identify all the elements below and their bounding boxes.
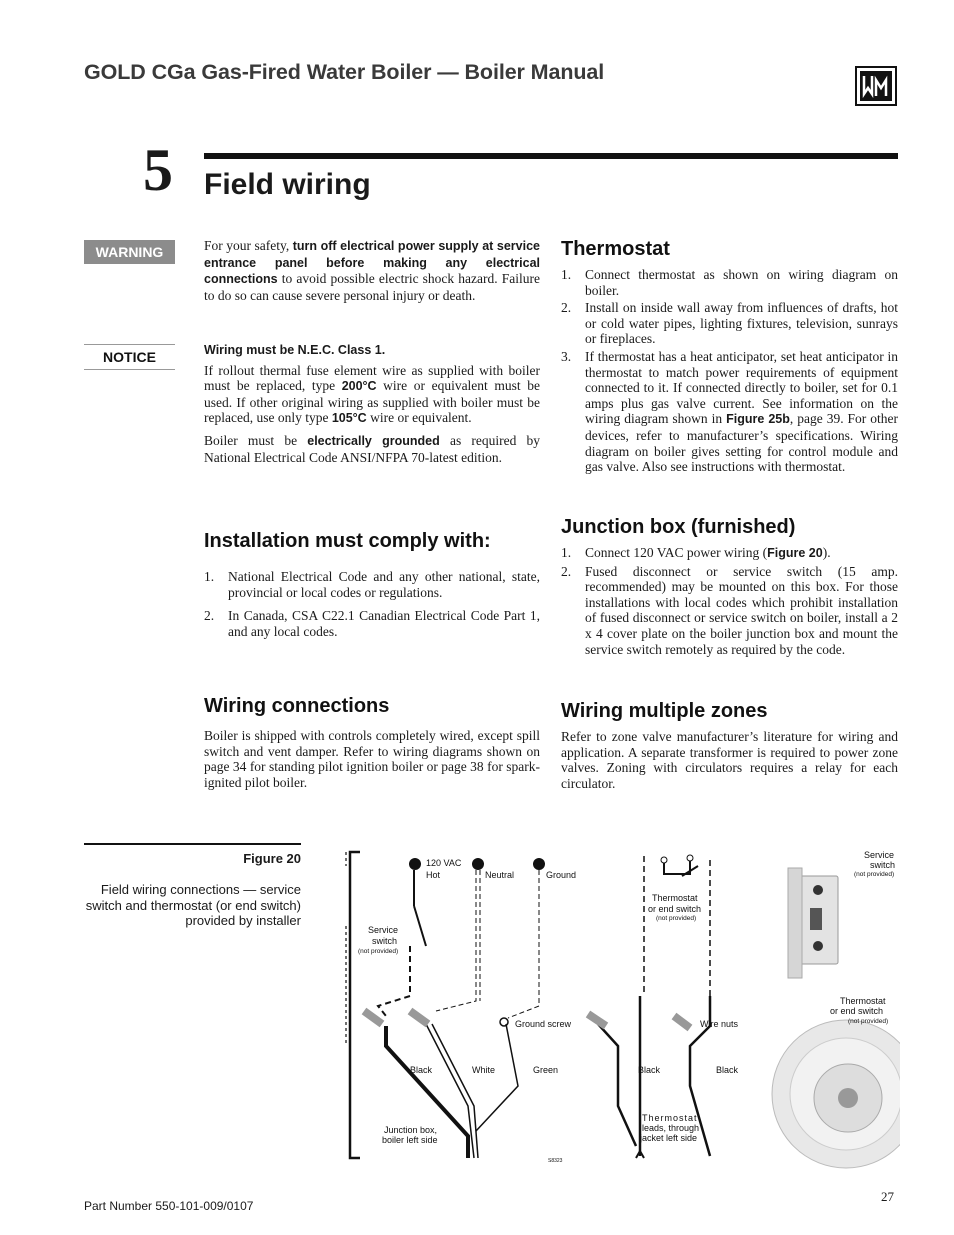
chapter-number: 5: [143, 137, 173, 203]
notice-label: NOTICE: [84, 344, 175, 370]
label-junction-box-2: boiler left side: [382, 1135, 438, 1145]
thermostat-heading: Thermostat: [561, 238, 670, 260]
wiring-connections-text: Boiler is shipped with controls completely wired, except spill switch and vent damper. Refer to wiring diagrams shown on page 34 for standing pilot ignition boiler or page 38 for spark-ignited pilot boiler.: [204, 728, 540, 790]
page-number: 27: [881, 1189, 894, 1204]
field-wiring-diagram: [318, 846, 900, 1171]
switch-terminal-icon: [661, 857, 667, 863]
thermostat-photo: [772, 1020, 900, 1168]
figure-code: S8323: [548, 1158, 563, 1164]
list-item: 3. If thermostat has a heat anticipator, set heat anticipator in thermostat to match power requirements of equipment connected to it. If connected directly to boiler, set for 0.1 amps plus gas valve current. See information on the wiring diagram shown in Figure 25b, page 39. For other devices, refer to manufacturer’s specifications. Wiring diagram on boiler gives setting for control module and gas valve. Also see instructions with thermostat.: [561, 348, 898, 475]
label-thermostat-2: or end switch: [648, 904, 702, 914]
figure-title: Figure 20: [243, 851, 301, 866]
label-black-2: Black: [638, 1065, 661, 1075]
chapter-rule: [204, 153, 898, 159]
list-item: 2. In Canada, CSA C22.1 Canadian Electrical Code Part 1, and any local codes.: [204, 608, 540, 639]
label-thermostat-leads: Thermostat: [642, 1113, 698, 1123]
multiple-zones-section: [561, 700, 898, 797]
manual-header-title: GOLD CGa Gas-Fired Water Boiler — Boiler Manual: [84, 60, 605, 84]
notice-paragraph-2: Boiler must be electrically grounded as required by National Electrical Code ANSI/NFPA 70-latest edition.: [204, 432, 540, 465]
installation-section: [204, 530, 540, 641]
label-120vac: 120 VAC: [426, 858, 462, 868]
service-switch-photo: [788, 868, 838, 978]
photo-service-label-2: switch: [870, 860, 896, 870]
figure-rule: [84, 843, 301, 845]
figure-caption: Field wiring connections — service switch and thermostat (or end switch) provided by installer: [85, 882, 301, 928]
label-thermostat-leads-2: leads, through: [642, 1123, 700, 1133]
label-neutral: Neutral: [485, 870, 515, 880]
notice-heading: Wiring must be N.E.C. Class 1.: [204, 343, 386, 357]
label-ground-screw: Ground screw: [515, 1019, 572, 1029]
installation-heading: Installation must comply with:: [204, 530, 491, 552]
label-green: Green: [533, 1065, 559, 1075]
photo-thermostat-label-2: or end switch: [830, 1006, 884, 1016]
ground-terminal-icon: [533, 858, 545, 870]
list-item: 1. Connect 120 VAC power wiring (Figure 20).: [561, 545, 831, 560]
label-black: Black: [410, 1065, 433, 1075]
label-hot: Hot: [426, 870, 441, 880]
wiring-connections-section: [204, 695, 540, 796]
list-item: 1. Connect thermostat as shown on wiring diagram on boiler.: [561, 267, 898, 298]
multiple-zones-heading: Wiring multiple zones: [561, 700, 768, 722]
label-thermostat-not-provided: (not provided): [656, 915, 697, 922]
notice-paragraph-1: If rollout thermal fuse element wire as supplied with boiler must be replaced, type 200°C wire or equivalent must be used. If other original wiring as supplied with boiler must be replaced, use only type 105°C wire or equivalent.: [204, 362, 540, 426]
ground-screw-icon: [500, 1018, 508, 1026]
multiple-zones-text: Refer to zone valve manufacturer’s literature for wiring and application. A separate transformer is required to power zone valves. Zoning with circulators requires a relay for each circulator.: [561, 729, 898, 791]
warning-text: For your safety, turn off electrical power supply at service entrance panel before making any electrical connections to avoid possible electric shock hazard. Failure to do so can cause severe personal injury or death.: [204, 238, 540, 303]
list-item: 2. Install on inside wall away from influences of drafts, hot or cold water pipes, lighting fixtures, television, sunrays or fireplaces.: [561, 300, 898, 347]
chapter-title: Field wiring: [204, 168, 371, 201]
label-service-switch: Service: [368, 925, 399, 935]
left-column: [204, 238, 540, 309]
thermostat-section: [561, 238, 898, 477]
part-number: Part Number 550-101-009/0107: [84, 1199, 254, 1213]
junction-box-section: [561, 516, 898, 659]
label-thermostat: Thermostat: [652, 893, 698, 903]
photo-service-label: Service: [864, 850, 895, 860]
label-black-3: Black: [716, 1065, 739, 1075]
photo-service-not-provided: (not provided): [854, 871, 895, 878]
photo-thermostat-not-provided: (not provided): [848, 1018, 889, 1025]
warning-label: WARNING: [84, 240, 175, 264]
junction-box-heading: Junction box (furnished): [561, 516, 796, 538]
label-not-provided: (not provided): [358, 948, 399, 955]
neutral-terminal-icon: [472, 858, 484, 870]
list-item: 2. Fused disconnect or service switch (15 amp. recommended) may be mounted on this box. For those installations with local codes which prohibit installation of fused disconnect or service switch on boiler, install a 2 x 4 cover plate on the boiler junction box and mount the service switch remotely as required by the code.: [561, 563, 898, 657]
label-service-switch-2: switch: [372, 936, 398, 946]
wm-logo-icon: [855, 66, 897, 106]
label-wire-nuts: Wire nuts: [700, 1019, 739, 1029]
label-junction-box: Junction box,: [384, 1125, 438, 1135]
label-thermostat-leads-3: jacket left side: [640, 1133, 698, 1143]
list-item: 1. National Electrical Code and any other national, state, provincial or local codes or regulations.: [204, 569, 540, 600]
wiring-connections-heading: Wiring connections: [204, 695, 390, 717]
installation-list: [204, 569, 540, 639]
switch-terminal-icon: [687, 855, 693, 861]
label-white: White: [472, 1065, 496, 1075]
junction-box-list: [561, 545, 898, 657]
photo-thermostat-label: Thermostat: [840, 996, 886, 1006]
hot-terminal-icon: [409, 858, 421, 870]
label-ground: Ground: [546, 870, 577, 880]
thermostat-list: [561, 267, 898, 475]
notice-block: [204, 342, 540, 471]
